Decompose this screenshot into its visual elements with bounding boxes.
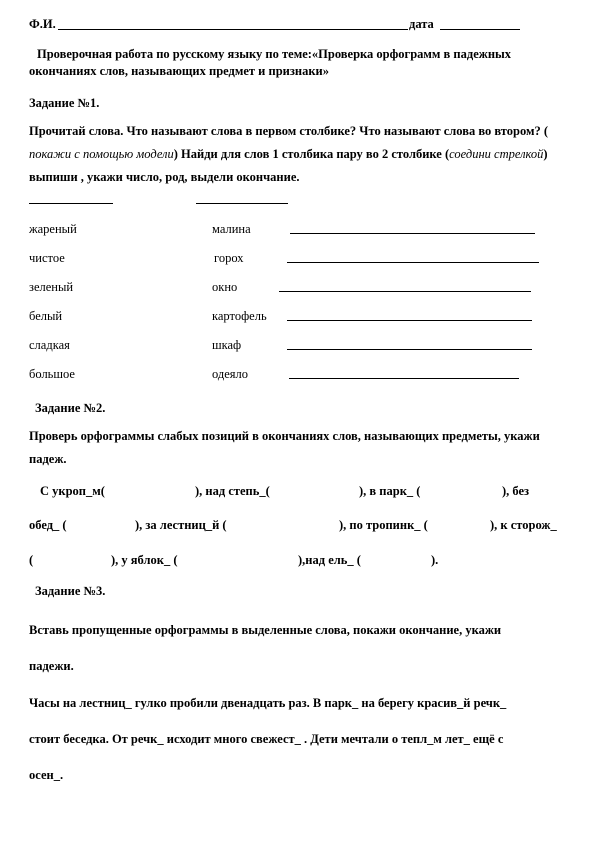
- task3-instruction-line-1: Вставь пропущенные орфограммы в выделенные слова, покажи окончание, укажи: [29, 623, 502, 637]
- column1-word: белый: [29, 309, 63, 323]
- column1-word: большое: [29, 367, 75, 381]
- task1-instr-italic-2: соедини стрелкой: [449, 147, 544, 161]
- column2-word: горох: [214, 251, 244, 265]
- task3-text-line-2: стоит беседка. От речк_ исходит много свежест_ . Дети мечтали о тепл_м лет_ ещё с: [29, 732, 504, 746]
- title-line-2: окончаниях слов, называющих предмет и признаки»: [29, 64, 329, 78]
- task2-fragment: (: [29, 553, 34, 567]
- answer-blank-line[interactable]: [289, 378, 519, 379]
- date-blank-line[interactable]: [440, 29, 520, 30]
- task1-instruction: [29, 120, 569, 189]
- task2-fragment: обед_ (: [29, 518, 67, 532]
- answer-blank-line[interactable]: [287, 262, 539, 263]
- task1-instr-part-b: ) Найди для слов 1 столбика пару во 2 столбике (: [173, 147, 450, 161]
- answer-blank-line[interactable]: [287, 349, 532, 350]
- task2-heading: Задание №2.: [35, 401, 106, 415]
- title-line-1: Проверочная работа по русскому языку по теме:«Проверка орфограмм в падежных: [37, 47, 512, 61]
- task2-fragment: ), над степь_(: [195, 484, 270, 498]
- column1-word: чистое: [29, 251, 65, 265]
- task1-instr-part-a: Прочитай слова. Что называют слова в первом столбике? Что называют слова во втором? (: [29, 124, 549, 138]
- task3-instruction-line-2: падежи.: [29, 659, 74, 673]
- column2-word: картофель: [212, 309, 267, 323]
- column2-word: шкаф: [212, 338, 242, 352]
- column2-word: одеяло: [212, 367, 249, 381]
- fio-blank-line[interactable]: [58, 29, 408, 30]
- task2-fragment: ),над ель_ (: [298, 553, 361, 567]
- column2-word: малина: [212, 222, 251, 236]
- column2-blank-line[interactable]: [196, 203, 288, 204]
- task2-fragment: ).: [431, 553, 439, 567]
- task1-instr-italic-1: покажи с помощью модели: [29, 147, 174, 161]
- task1-instr-part-c: ) выпиши , укажи число, род, выдели окончание.: [29, 147, 548, 184]
- answer-blank-line[interactable]: [290, 233, 535, 234]
- task3-text-line-1: Часы на лестниц_ гулко пробили двенадцать раз. В парк_ на берегу красив_й речк_: [29, 696, 507, 710]
- task3-heading: Задание №3.: [35, 584, 106, 598]
- task2-fragment: ), за лестниц_й (: [135, 518, 227, 532]
- column1-word: сладкая: [29, 338, 70, 352]
- fio-label: Ф.И.: [29, 17, 56, 31]
- task2-fragment: С укроп_м(: [40, 484, 105, 498]
- answer-blank-line[interactable]: [287, 320, 532, 321]
- column2-word: окно: [212, 280, 238, 294]
- task3-text-line-3: осен_.: [29, 768, 64, 782]
- column1-word: зеленый: [29, 280, 74, 294]
- date-label: дата: [409, 17, 434, 31]
- task2-fragment: ), к сторож_: [490, 518, 557, 532]
- task1-heading: Задание №1.: [29, 96, 100, 110]
- task2-fragment: ), без: [502, 484, 530, 498]
- column1-blank-line[interactable]: [29, 203, 113, 204]
- column1-word: жареный: [29, 222, 77, 236]
- answer-blank-line[interactable]: [279, 291, 531, 292]
- task2-fragment: ), в парк_ (: [359, 484, 421, 498]
- task2-fragment: ), у яблок_ (: [111, 553, 178, 567]
- task2-instruction: Проверь орфограммы слабых позиций в окончаниях слов, называющих предметы, укажи падеж.: [29, 429, 540, 466]
- task2-fragment: ), по тропинк_ (: [339, 518, 428, 532]
